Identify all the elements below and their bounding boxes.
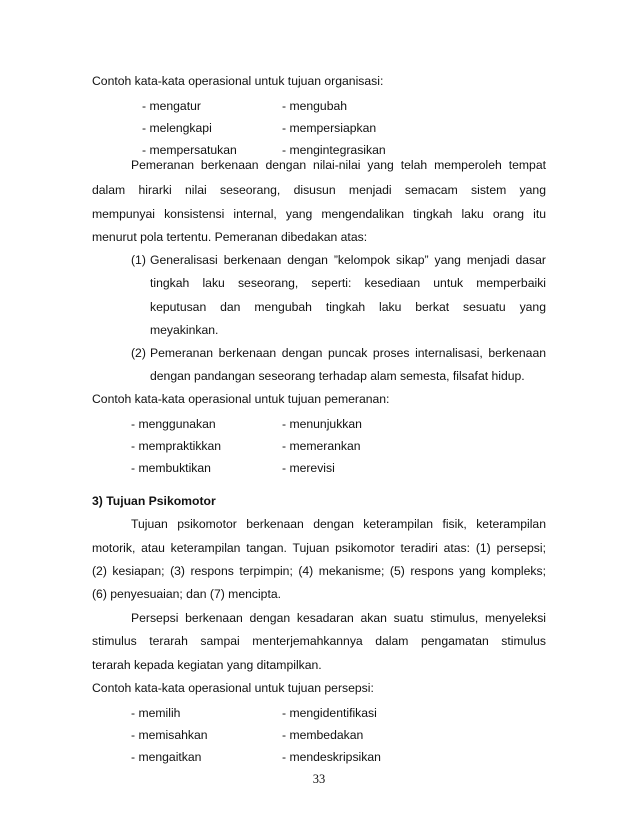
list-item: - membuktikan xyxy=(131,461,211,475)
list-item: - mengaitkan xyxy=(131,750,202,764)
paragraph-line: Pemeranan berkenaan dengan nilai-nilai yang telah memperoleh tempat xyxy=(131,158,546,172)
paragraph-line: mempunyai konsistensi internal, yang mengendalikan tingkah laku orang itu xyxy=(92,207,546,221)
paragraph-line: (6) penyesuaian; dan (7) mencipta. xyxy=(92,587,282,601)
paragraph-line: Pemeranan berkenaan dengan puncak proses internalisasi, berkenaan xyxy=(150,346,546,360)
list-item: - memisahkan xyxy=(131,728,208,742)
list-item: - menunjukkan xyxy=(282,417,362,431)
pemeranan-intro: Contoh kata-kata operasional untuk tujuan pemeranan: xyxy=(92,392,390,406)
paragraph-line: Tujuan psikomotor berkenaan dengan keterampilan fisik, keterampilan xyxy=(131,517,546,531)
persepsi-intro: Contoh kata-kata operasional untuk tujuan persepsi: xyxy=(92,681,374,695)
paragraph-line: Persepsi berkenaan dengan kesadaran akan suatu stimulus, menyeleksi xyxy=(131,611,546,625)
list-item: - merevisi xyxy=(282,461,335,475)
paragraph-line: dalam hirarki nilai seseorang, disusun menjadi semacam sistem yang xyxy=(92,183,546,197)
list-item: - menggunakan xyxy=(131,417,216,431)
paragraph-line: menurut pola tertentu. Pemeranan dibedakan atas: xyxy=(92,230,368,244)
paragraph-line: Generalisasi berkenaan dengan ”kelompok sikap” yang menjadi dasar xyxy=(150,253,546,267)
paragraph-line: motorik, atau keterampilan tangan. Tujuan psikomotor teradiri atas: (1) persepsi; xyxy=(92,541,546,555)
paragraph-line: keputusan dan mengubah tingkah laku berkat sesuatu yang xyxy=(150,300,546,314)
paragraph-line: terarah kepada kegiatan yang ditampilkan. xyxy=(92,658,322,672)
list-item: - mendeskripsikan xyxy=(282,750,381,764)
list-item: - memilih xyxy=(131,706,181,720)
list-item: - mempersiapkan xyxy=(282,121,377,135)
organisasi-intro: Contoh kata-kata operasional untuk tujuan organisasi: xyxy=(92,74,384,88)
list-item: - membedakan xyxy=(282,728,364,742)
list-item: - mengidentifikasi xyxy=(282,706,377,720)
list-marker: (1) xyxy=(131,253,146,267)
list-item: - mempersatukan xyxy=(142,143,237,157)
list-marker: (2) xyxy=(131,346,146,360)
page-number: 33 xyxy=(312,772,326,786)
paragraph-line: (2) kesiapan; (3) respons terpimpin; (4) mekanisme; (5) respons yang kompleks; xyxy=(92,564,546,578)
list-item: - memerankan xyxy=(282,439,361,453)
paragraph-line: dengan pandangan seseorang terhadap alam semesta, filsafat hidup. xyxy=(150,369,525,383)
list-item: - mengintegrasikan xyxy=(282,143,386,157)
list-item: - melengkapi xyxy=(142,121,212,135)
paragraph-line: stimulus terarah sampai menterjemahkannya dalam pengamatan stimulus xyxy=(92,634,546,648)
section-heading: 3) Tujuan Psikomotor xyxy=(92,494,216,508)
list-item: - mempraktikkan xyxy=(131,439,222,453)
paragraph-line: tingkah laku seseorang, seperti: kesediaan untuk memperbaiki xyxy=(150,276,546,290)
list-item: - mengatur xyxy=(142,99,201,113)
list-item: - mengubah xyxy=(282,99,348,113)
paragraph-line: meyakinkan. xyxy=(150,323,219,337)
